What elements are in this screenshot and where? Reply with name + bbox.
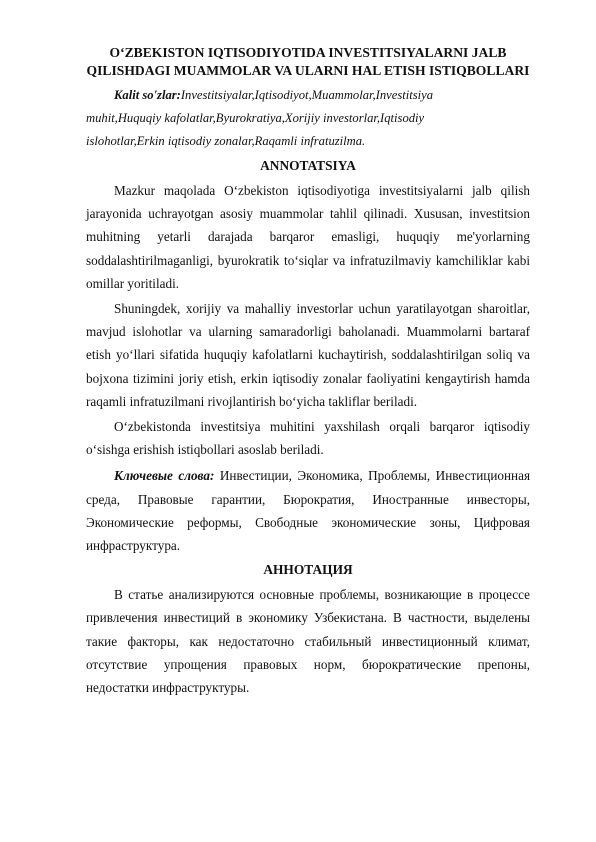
annotation-ru-paragraph-1: В статье анализируются основные проблемы, возникающие в процессе привлечения инвестиций в экономику Узбекистана. В частности, выделены такие факторы, как недостаточно стабильный инвестиционный климат, отсутствие упрощения правовых норм, бюрократические препоны, недостатки инфраструктуры. [86, 587, 530, 696]
annotation-uz-paragraph-3: O‘zbekistonda investitsiya muhitini yaxshilash orqali barqaror iqtisodiy o‘sishga erishish istiqbollari asoslab beriladi. [86, 419, 530, 458]
keywords-ru [86, 464, 530, 557]
keywords-uz-text: Investitsiyalar,Iqtisodiyot,Muammolar,Investitsiya muhit,Huquqiy kafolatlar,Byurokratiya,Xorijiy investorlar,Iqtisodiy islohotlar,Erkin iqtisodiy zonalar,Raqamli infratuzilma. [86, 88, 434, 148]
annotation-uz-heading: ANNOTATSIYA [260, 158, 356, 173]
annotation-uz-paragraph-1: Mazkur maqolada O‘zbekiston iqtisodiyotiga investitsiyalarni jalb qilish jarayonida uchrayotgan asosiy muammolar tahlil qilinadi. Xususan, investitsion muhitning yetarli darajada barqaror emasligi, huquqiy me'yorlarning soddalashtirilmaganligi, byurokratik to‘siqlar va infratuzilmaviy kamchiliklar kabi omillar yoritiladi. [86, 183, 530, 291]
document-title: O‘ZBEKISTON IQTISODIYOTIDA INVESTITSIYALARNI JALB QILISHDAGI MUAMMOLAR VA ULARNI HAL ETISH ISTIQBOLLARI [86, 45, 530, 78]
keywords-ru-label: Ключевые слова: [114, 468, 215, 484]
keywords-uz [86, 84, 490, 153]
annotation-ru-heading: АННОТАЦИЯ [263, 562, 353, 578]
document-page [86, 44, 530, 699]
annotation-uz-paragraph-2: Shuningdek, xorijiy va mahalliy investorlar uchun yaratilayotgan sharoitlar, mavjud islohotlar va ularning samaradorligi baholanadi. Muammolarni bartaraf etish yo‘llari sifatida huquqiy kafolatlarni kuchaytirish, soddalashtirilgan soliq va bojxona tizimini joriy etish, erkin iqtisodiy zonalar faoliyatini kengaytirish hamda raqamli infratuzilmani rivojlantirish bo‘yicha takliflar beriladi. [86, 301, 530, 409]
keywords-ru-text: Инвестиции, Экономика, Проблемы, Инвестиционная среда, Правовые гарантии, Бюрократия, Иностранные инвесторы, Экономические реформы, Свободные экономические зоны, Цифровая инфраструктура. [86, 468, 531, 554]
keywords-uz-label: Kalit so'zlar: [114, 88, 181, 102]
